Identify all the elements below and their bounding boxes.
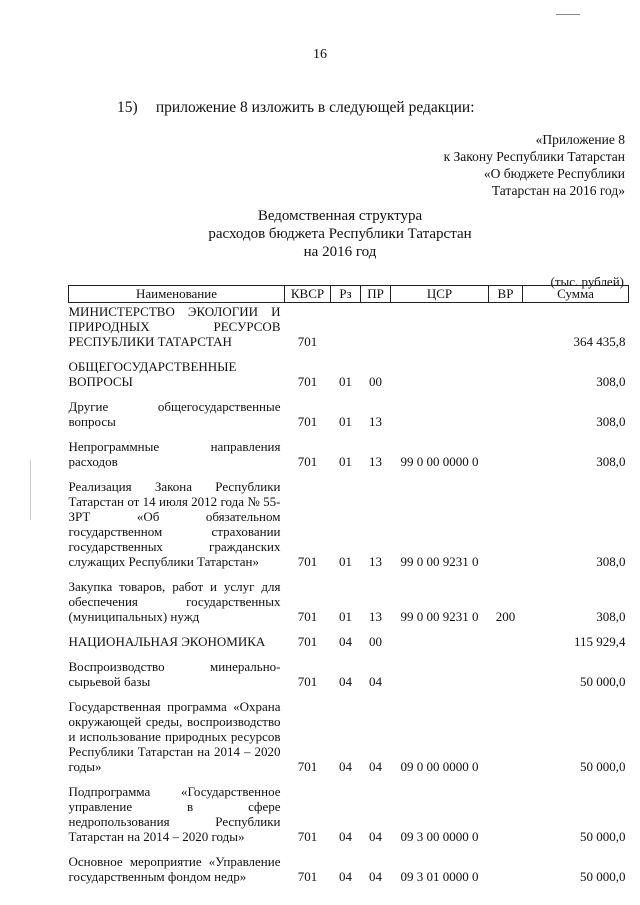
row-pr: 04 — [369, 759, 382, 774]
row-sum: 308,0 — [596, 554, 626, 569]
table-header-row — [69, 286, 629, 303]
row-name: Основное мероприятие «Управление государственным фондом недр» — [68, 854, 281, 884]
header-sum: Сумма — [523, 286, 629, 303]
row-rz: 01 — [339, 454, 352, 469]
table-row — [69, 474, 629, 574]
appendix-line: Татарстан на 2016 год» — [491, 183, 625, 198]
row-vr — [489, 394, 523, 434]
row-kvsr: 701 — [297, 829, 318, 844]
row-kvsr: 701 — [297, 674, 318, 689]
row-sum: 115 929,4 — [573, 634, 626, 649]
table-row — [69, 629, 629, 654]
row-sum: 50 000,0 — [580, 829, 626, 844]
table-row — [69, 434, 629, 474]
row-kvsr: 701 — [297, 334, 318, 349]
row-pr: 13 — [369, 414, 382, 429]
row-name: Подпрограмма «Государственное управление в сфере недропользования Республики Татарстан на 2014 – 2020 годы» — [68, 784, 281, 844]
row-kvsr: 701 — [297, 634, 318, 649]
row-sum: 308,0 — [596, 609, 626, 624]
row-kvsr: 701 — [297, 414, 318, 429]
header-vr: ВР — [489, 286, 523, 303]
row-rz — [331, 303, 361, 355]
header-kvsr: КВСР — [285, 286, 331, 303]
row-csr — [391, 354, 489, 394]
appendix-line: «Приложение 8 — [535, 132, 625, 147]
row-sum: 50 000,0 — [580, 759, 626, 774]
table-row — [69, 574, 629, 629]
row-vr — [489, 654, 523, 694]
table-row — [69, 654, 629, 694]
row-kvsr: 701 — [297, 869, 318, 884]
document-title — [0, 207, 640, 261]
row-pr: 04 — [369, 869, 382, 884]
header-name: Наименование — [69, 286, 285, 303]
row-pr: 04 — [369, 674, 382, 689]
header-csr: ЦСР — [391, 286, 489, 303]
row-rz: 01 — [339, 554, 352, 569]
budget-table — [68, 285, 629, 889]
title-line: Ведомственная структура — [257, 208, 423, 224]
row-rz: 04 — [339, 674, 352, 689]
row-rz: 01 — [339, 414, 352, 429]
row-kvsr: 701 — [297, 609, 318, 624]
row-sum: 308,0 — [596, 414, 626, 429]
row-name: Государственная программа «Охрана окружающей среды, воспроизводство и использование природных ресурсов Республики Татарстан на 2014 – 2020 годы» — [68, 699, 281, 774]
row-vr — [489, 434, 523, 474]
row-rz: 04 — [339, 759, 352, 774]
row-rz: 01 — [339, 609, 352, 624]
row-kvsr: 701 — [297, 374, 318, 389]
row-sum: 308,0 — [596, 374, 626, 389]
row-pr: 13 — [369, 554, 382, 569]
row-csr: 09 3 00 0000 0 — [400, 829, 479, 844]
row-rz: 01 — [339, 374, 352, 389]
header-pr: ПР — [361, 286, 391, 303]
title-line: расходов бюджета Республики Татарстан — [208, 226, 472, 242]
appendix-reference — [444, 131, 625, 199]
amendment-number: 15) — [117, 99, 138, 116]
row-csr — [391, 654, 489, 694]
row-csr: 99 0 00 9231 0 — [400, 554, 479, 569]
row-pr: 13 — [369, 609, 382, 624]
row-name: МИНИСТЕРСТВО ЭКОЛОГИИ И ПРИРОДНЫХ РЕСУРСОВ РЕСПУБЛИКИ ТАТАРСТАН — [68, 304, 281, 349]
page-number: 16 — [313, 47, 327, 62]
row-rz: 04 — [339, 634, 352, 649]
table-row — [69, 354, 629, 394]
row-name: ОБЩЕГОСУДАРСТВЕННЫЕ ВОПРОСЫ — [68, 359, 237, 389]
row-kvsr: 701 — [297, 759, 318, 774]
row-name: Реализация Закона Республики Татарстан от 14 июля 2012 года № 55-ЗРТ «Об обязательном государственном страховании государственных гражданских служащих Республики Татарстан» — [68, 479, 281, 569]
header-rz: Рз — [331, 286, 361, 303]
title-line: на 2016 год — [303, 244, 377, 260]
row-csr — [391, 629, 489, 654]
row-pr — [361, 303, 391, 355]
amendment-intro — [117, 99, 475, 117]
row-vr — [489, 303, 523, 355]
row-sum: 308,0 — [596, 454, 626, 469]
row-csr — [391, 303, 489, 355]
row-csr: 99 0 00 9231 0 — [400, 609, 479, 624]
table-row — [69, 303, 629, 355]
amendment-text: приложение 8 изложить в следующей редакции: — [155, 99, 475, 116]
row-vr: 200 — [495, 609, 516, 624]
row-sum: 50 000,0 — [580, 674, 626, 689]
row-kvsr: 701 — [297, 454, 318, 469]
scan-margin-mark — [556, 0, 580, 15]
row-pr: 00 — [369, 634, 382, 649]
row-name: Воспроизводство минерально-сырьевой базы — [68, 659, 281, 689]
appendix-line: к Закону Республики Татарстан — [443, 149, 625, 164]
row-vr — [489, 779, 523, 849]
appendix-line: «О бюджете Республики — [483, 166, 625, 181]
row-name: Закупка товаров, работ и услуг для обеспечения государственных (муниципальных) нужд — [68, 579, 281, 624]
row-vr — [489, 474, 523, 574]
row-csr: 09 0 00 0000 0 — [400, 759, 479, 774]
row-vr — [489, 629, 523, 654]
table-row — [69, 779, 629, 849]
row-sum: 364 435,8 — [573, 334, 626, 349]
row-sum: 50 000,0 — [580, 869, 626, 884]
row-vr — [489, 849, 523, 889]
row-csr: 09 3 01 0000 0 — [400, 869, 479, 884]
row-name: Непрограммные направления расходов — [68, 439, 281, 469]
row-vr — [489, 354, 523, 394]
table-row — [69, 849, 629, 889]
row-csr: 99 0 00 0000 0 — [400, 454, 479, 469]
row-rz: 04 — [339, 829, 352, 844]
row-name: Другие общегосударственные вопросы — [68, 399, 281, 429]
row-vr — [489, 694, 523, 779]
row-pr: 13 — [369, 454, 382, 469]
table-row — [69, 694, 629, 779]
row-pr: 04 — [369, 829, 382, 844]
table-row — [69, 394, 629, 434]
row-pr: 00 — [369, 374, 382, 389]
row-csr — [391, 394, 489, 434]
row-rz: 04 — [339, 869, 352, 884]
row-kvsr: 701 — [297, 554, 318, 569]
units-label: (тыс. рублей) — [550, 274, 624, 289]
row-name: НАЦИОНАЛЬНАЯ ЭКОНОМИКА — [68, 634, 266, 649]
scan-artifact — [30, 460, 31, 520]
